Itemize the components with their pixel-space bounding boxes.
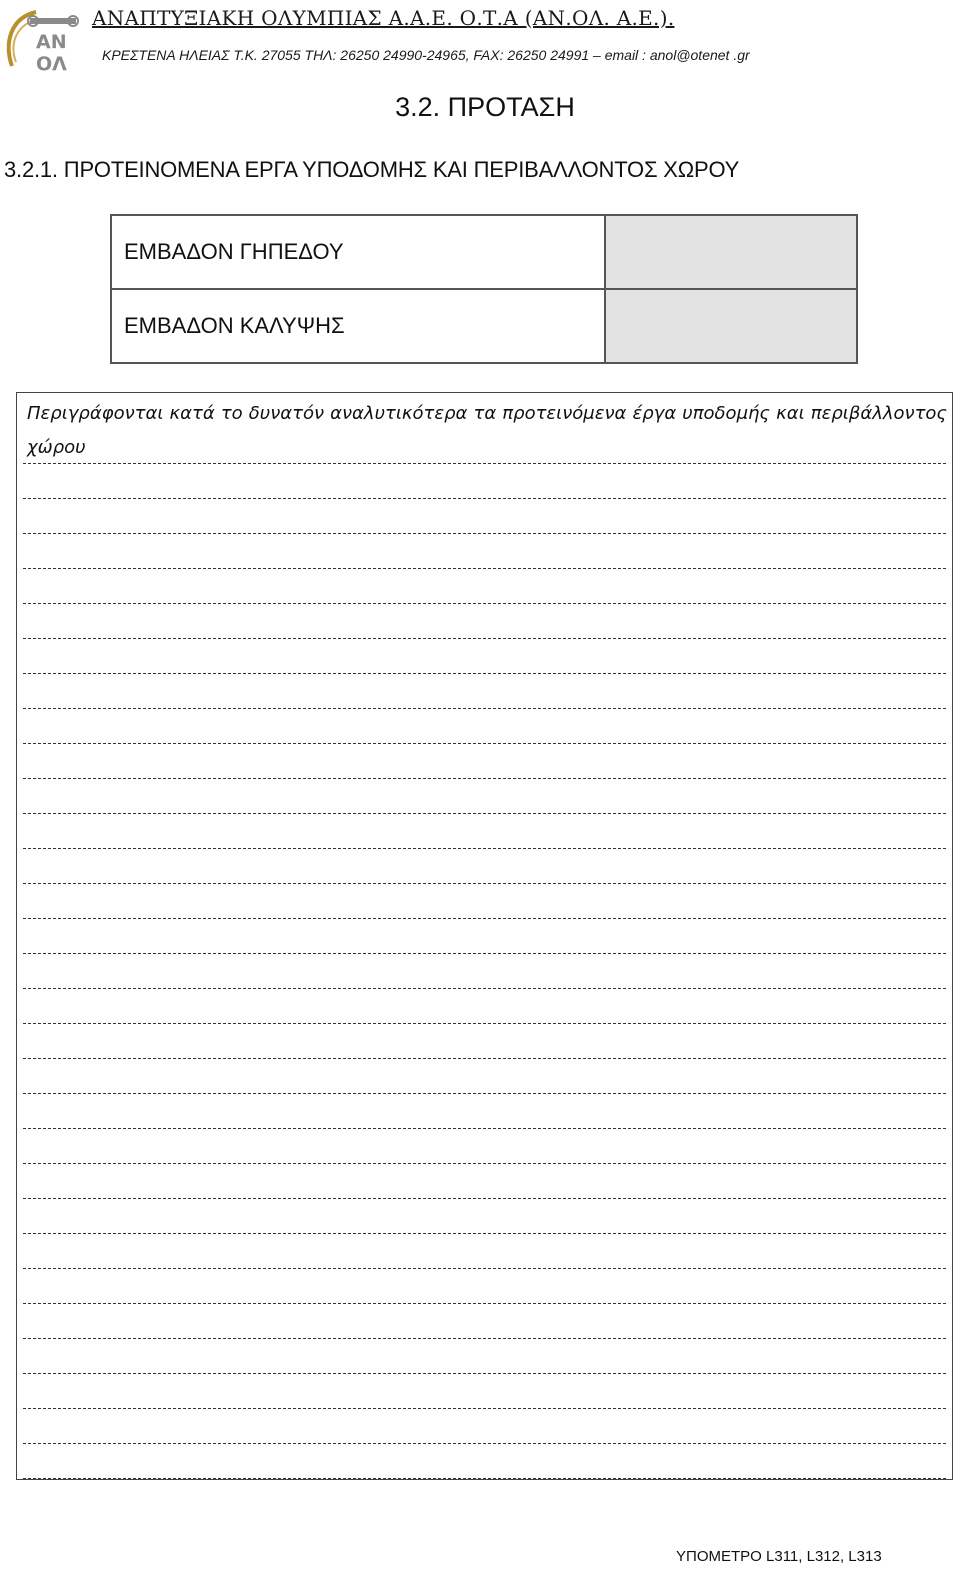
writing-line: [23, 463, 946, 464]
writing-line: [23, 1163, 946, 1164]
writing-line: [23, 708, 946, 709]
writing-line: [23, 1058, 946, 1059]
writing-line: [23, 848, 946, 849]
description-box[interactable]: [16, 392, 953, 1480]
writing-line: [23, 498, 946, 499]
area-table: [110, 214, 858, 364]
coverage-area-label: ΕΜΒΑΔΟΝ ΚΑΛΥΨΗΣ: [112, 290, 606, 362]
writing-line: [23, 1093, 946, 1094]
writing-line: [23, 743, 946, 744]
writing-line: [23, 1443, 946, 1444]
area-row-plot: [112, 216, 856, 290]
area-row-coverage: [112, 290, 856, 362]
writing-line: [23, 1268, 946, 1269]
coverage-area-value-field[interactable]: [606, 290, 856, 362]
plot-area-value-field[interactable]: [606, 216, 856, 288]
writing-line: [23, 568, 946, 569]
writing-line: [23, 1303, 946, 1304]
writing-line: [23, 1373, 946, 1374]
description-instruction: Περιγράφονται κατά το δυνατόν αναλυτικότερα τα προτεινόμενα έργα υποδομής και περιβάλλοντος χώρου: [27, 403, 947, 458]
writing-line: [23, 1338, 946, 1339]
writing-line: [23, 673, 946, 674]
writing-line: [23, 778, 946, 779]
writing-line: [23, 918, 946, 919]
writing-line: [23, 813, 946, 814]
logo-text-top: ΑΝ: [36, 31, 67, 53]
writing-line: [23, 1198, 946, 1199]
writing-line: [23, 1233, 946, 1234]
subsection-title: 3.2.1. ΠΡΟΤΕΙΝΟΜΕΝΑ ΕΡΓΑ ΥΠΟΔΟΜΗΣ ΚΑΙ ΠΕΡΙΒΑΛΛΟΝΤΟΣ ΧΩΡΟΥ: [4, 157, 740, 182]
writing-line: [23, 638, 946, 639]
plot-area-label: ΕΜΒΑΔΟΝ ΓΗΠΕΔΟΥ: [112, 216, 606, 288]
writing-line: [23, 1408, 946, 1409]
organization-name: ΑΝΑΠΤΥΞΙΑΚΗ ΟΛΥΜΠΙΑΣ Α.Α.Ε. Ο.Τ.Α (ΑΝ.ΟΛ. Α.Ε.).: [92, 6, 675, 30]
writing-line: [23, 883, 946, 884]
writing-line: [23, 533, 946, 534]
logo-text-bottom: ΟΛ: [36, 53, 67, 75]
writing-line: [23, 1128, 946, 1129]
section-title: 3.2. ΠΡΟΤΑΣΗ: [395, 92, 575, 122]
writing-line: [23, 603, 946, 604]
writing-line: [23, 988, 946, 989]
organization-logo: [6, 4, 86, 76]
writing-line: [23, 1023, 946, 1024]
writing-line: [23, 1478, 946, 1479]
writing-line: [23, 953, 946, 954]
footer-measure-code: ΥΠΟΜΕΤΡΟ L311, L312, L313: [676, 1548, 882, 1565]
contact-info: ΚΡΕΣΤΕΝΑ ΗΛΕΙΑΣ Τ.Κ. 27055 ΤΗΛ: 26250 24990-24965, FAX: 26250 24991 – email : anol@otenet .gr: [102, 47, 750, 63]
